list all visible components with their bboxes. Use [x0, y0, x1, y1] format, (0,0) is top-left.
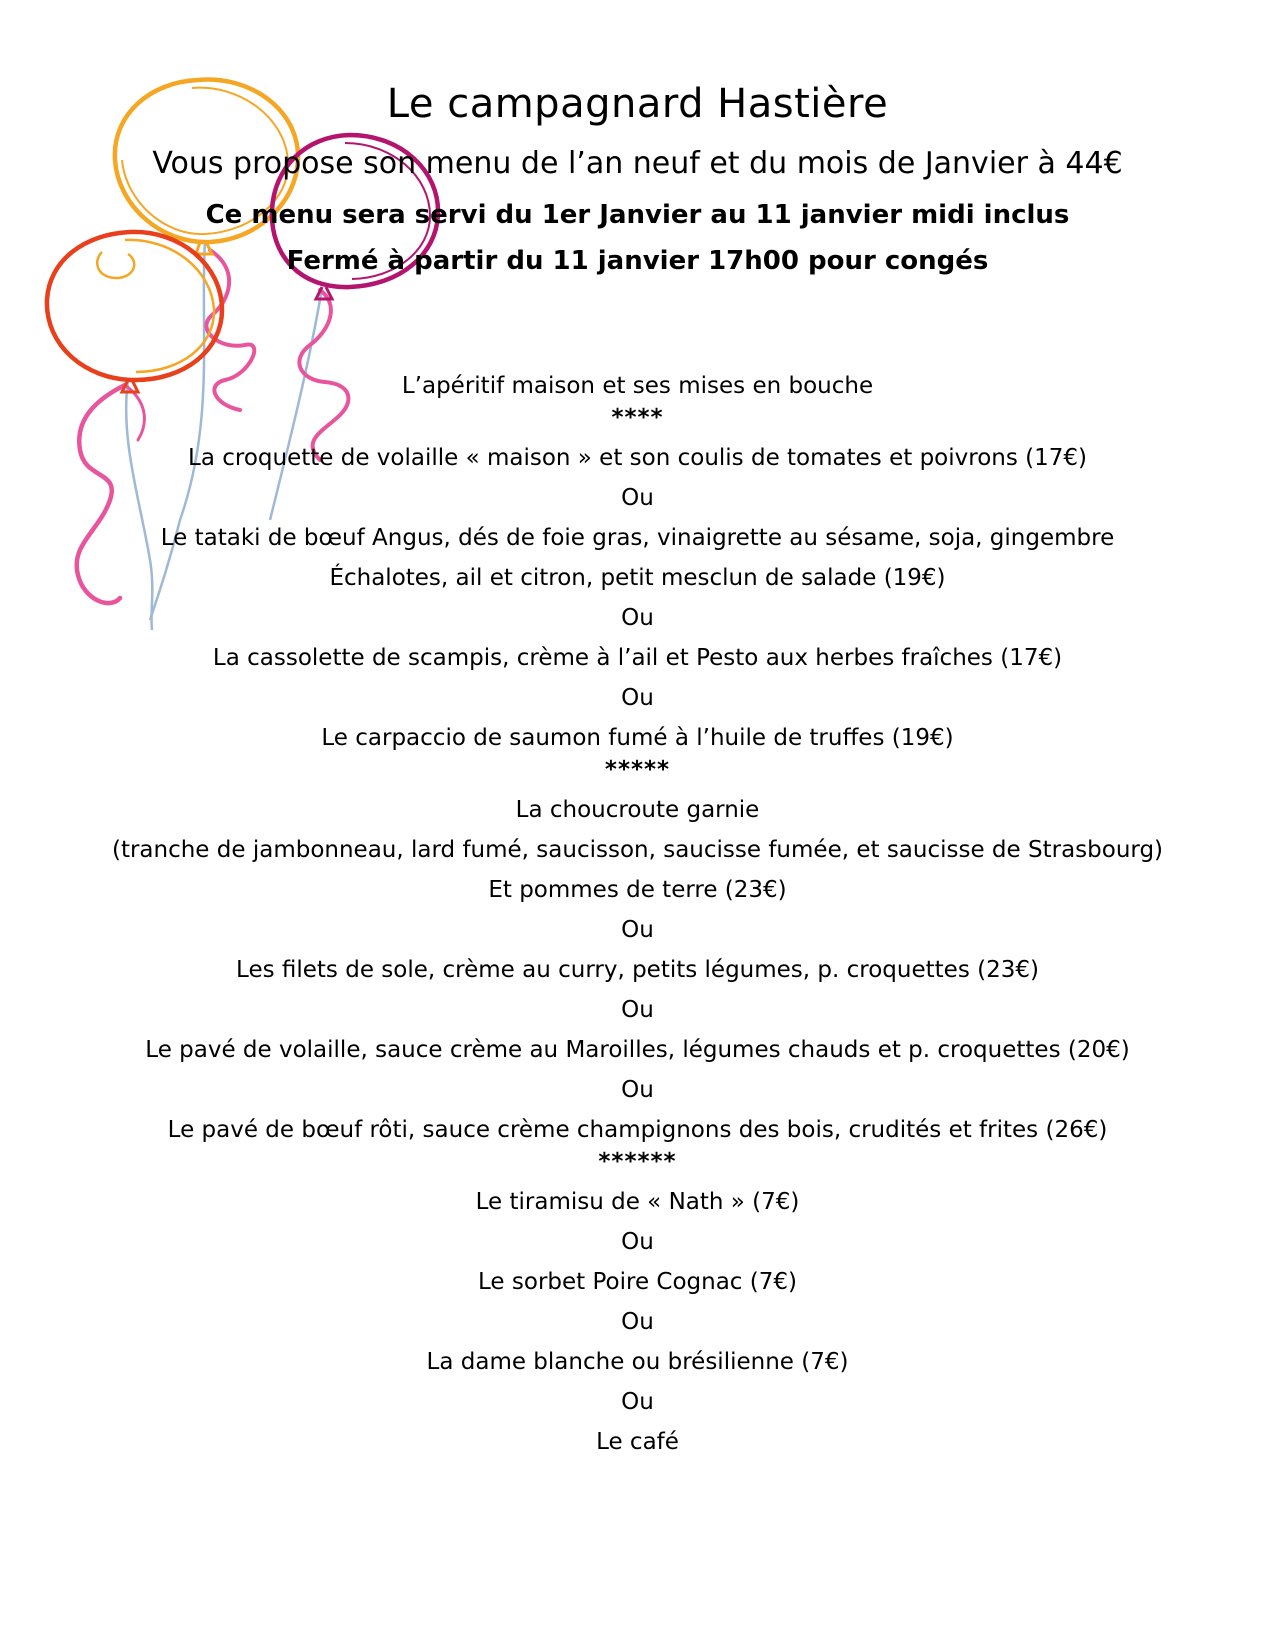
starter-item: Le tataki de bœuf Angus, dés de foie gras, vinaigrette au sésame, soja, gingembre [160, 525, 1115, 551]
aperitif-item: L’apéritif maison et ses mises en bouche [401, 373, 874, 399]
main-item-details: (tranche de jambonneau, lard fumé, saucisson, saucisse fumée, et saucisse de Strasbourg) [111, 837, 1164, 863]
course-separator: ****** [598, 1149, 677, 1175]
dessert-item: Le sorbet Poire Cognac (7€) [478, 1269, 797, 1295]
or-divider: Ou [621, 1389, 654, 1415]
or-divider: Ou [621, 1229, 654, 1255]
or-divider: Ou [621, 685, 654, 711]
dessert-item: Le tiramisu de « Nath » (7€) [475, 1189, 800, 1215]
starter-item: La cassolette de scampis, crème à l’ail et Pesto aux herbes fraîches (17€) [212, 645, 1063, 671]
course-separator: ***** [604, 757, 671, 783]
course-separator: **** [611, 405, 664, 431]
main-item: Le pavé de bœuf rôti, sauce crème champignons des bois, crudités et frites (26€) [167, 1117, 1108, 1143]
main-item: Le pavé de volaille, sauce crème au Maroilles, légumes chauds et p. croquettes (20€) [145, 1037, 1130, 1063]
main-item-continued: Et pommes de terre (23€) [488, 877, 787, 903]
or-divider: Ou [621, 605, 654, 631]
or-divider: Ou [621, 1077, 654, 1103]
page-title: Le campagnard Hastière [386, 81, 889, 127]
starter-item: Le carpaccio de saumon fumé à l’huile de truffes (19€) [321, 725, 954, 751]
service-dates: Ce menu sera servi du 1er Janvier au 11 janvier midi inclus [205, 200, 1070, 230]
dessert-item: La dame blanche ou brésilienne (7€) [426, 1349, 849, 1375]
menu-list [0, 366, 1275, 1462]
or-divider: Ou [621, 1309, 654, 1335]
main-item: Les filets de sole, crème au curry, petits légumes, p. croquettes (23€) [236, 957, 1039, 983]
menu-offer: Vous propose son menu de l’an neuf et du mois de Janvier à 44€ [152, 146, 1123, 181]
starter-item-continued: Échalotes, ail et citron, petit mesclun de salade (19€) [329, 565, 946, 591]
or-divider: Ou [621, 485, 654, 511]
dessert-item: Le café [596, 1429, 679, 1455]
closure-notice: Fermé à partir du 11 janvier 17h00 pour congés [286, 246, 989, 276]
or-divider: Ou [621, 997, 654, 1023]
or-divider: Ou [621, 917, 654, 943]
main-item: La choucroute garnie [515, 797, 760, 823]
starter-item: La croquette de volaille « maison » et son coulis de tomates et poivrons (17€) [188, 445, 1087, 471]
